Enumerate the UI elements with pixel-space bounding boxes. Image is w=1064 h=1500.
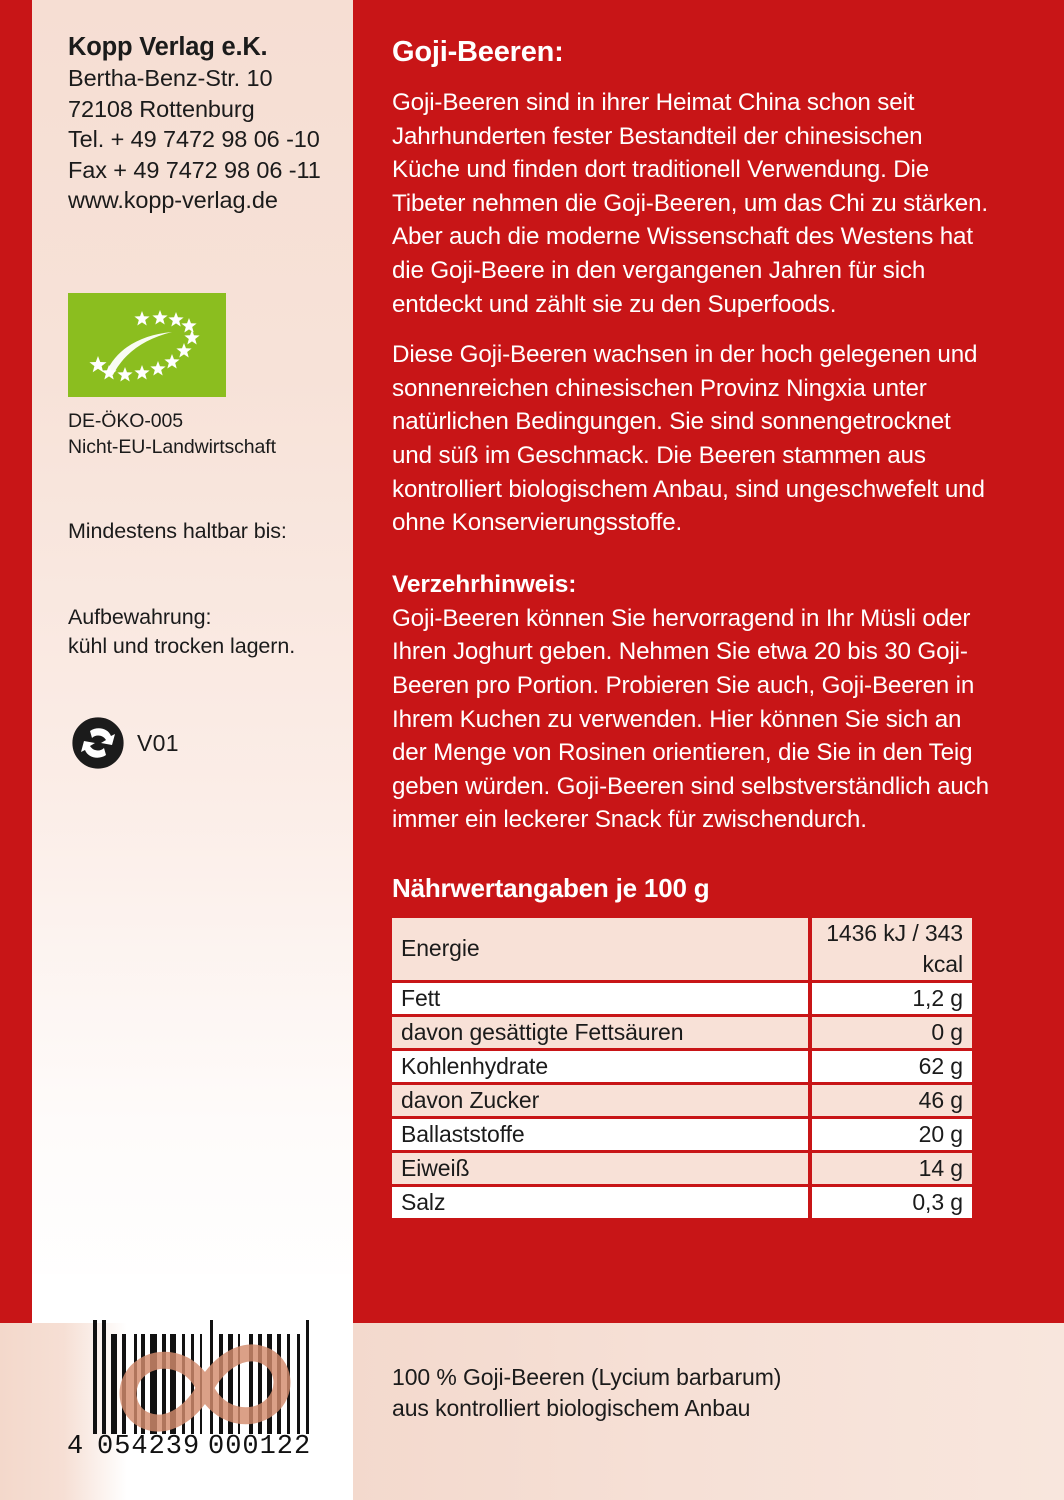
barcode-bar (291, 1334, 296, 1434)
barcode-bar (249, 1334, 253, 1434)
barcode-bar (254, 1334, 257, 1434)
nutrient-label: Eiweiß (392, 1153, 812, 1184)
barcode-bar (191, 1334, 194, 1434)
nutrient-value: 14 g (812, 1153, 972, 1184)
nutrient-label: Ballaststoffe (392, 1119, 812, 1150)
ingredients-line-1: 100 % Goji-Beeren (Lycium barbarum) (392, 1364, 782, 1390)
nutrient-label: davon gesättigte Fettsäuren (392, 1017, 812, 1048)
barcode-bar (203, 1320, 208, 1434)
barcode-bar (297, 1334, 300, 1434)
left-red-edge-stripe (0, 0, 32, 1323)
table-row (392, 1187, 972, 1218)
barcode-bar (127, 1334, 132, 1434)
barcode-right-group: 000122 (208, 1432, 312, 1462)
consumption-heading: Verzehrhinweis: (392, 570, 577, 598)
barcode-bar (241, 1334, 248, 1434)
barcode-left-group: 054239 (97, 1432, 201, 1462)
nutrient-value: 0,3 g (812, 1187, 972, 1218)
barcode-bar (210, 1320, 213, 1434)
barcode-bar (258, 1334, 262, 1434)
nutrient-label: Energie (392, 918, 812, 980)
barcode-bar (219, 1334, 223, 1434)
ean13-barcode (93, 1320, 315, 1434)
barcode-bar (98, 1320, 101, 1434)
nutrition-table (392, 915, 972, 1221)
eu-organic-leaf-icon (68, 293, 226, 397)
nutrient-value: 0 g (812, 1017, 972, 1048)
table-row (392, 983, 972, 1014)
barcode-bar (228, 1334, 233, 1434)
barcode-bar (146, 1334, 149, 1434)
company-name: Kopp Verlag e.K. (68, 33, 268, 61)
nutrient-value: 62 g (812, 1051, 972, 1082)
address-city: 72108 Rottenburg (68, 95, 255, 122)
best-before-label: Mindestens haltbar bis: (68, 519, 287, 543)
table-row (392, 1119, 972, 1150)
barcode-bar (301, 1320, 305, 1434)
ingredients-line-2: aus kontrolliert biologischem Anbau (392, 1395, 751, 1421)
barcode-block (61, 1314, 331, 1479)
barcode-bar (310, 1320, 314, 1434)
barcode-bar (111, 1334, 118, 1434)
table-row (392, 918, 972, 980)
address-street: Bertha-Benz-Str. 10 (68, 65, 273, 91)
barcode-bar (282, 1334, 286, 1434)
barcode-bar (182, 1334, 185, 1434)
nutrition-title: Nährwertangaben je 100 g (392, 872, 710, 903)
green-dot-block (72, 717, 179, 769)
barcode-digits (61, 1432, 331, 1466)
barcode-bar (234, 1334, 237, 1434)
barcode-bar (122, 1334, 126, 1434)
barcode-bar (214, 1320, 218, 1434)
barcode-bar (186, 1334, 190, 1434)
consumption-text: Goji-Beeren können Sie hervorragend in Ihr Müsli oder Ihren Joghurt geben. Nehmen Sie etwa 20 bis 30 Goji-Beeren pro Portion. Probieren Sie auch, Goji-Beeren in Ihrem Kuchen zu verwenden. Hier können Sie sich an der Menge von Rosinen orientieren, die Sie in den Teig geben würden. Goji-Beeren sind selbstverständlich auch immer ein leckerer Snack für zwischendurch. (392, 604, 989, 834)
table-row (392, 1017, 972, 1048)
barcode-bar (170, 1334, 175, 1434)
description-paragraph-1: Goji-Beeren sind in ihrer Heimat China schon seit Jahrhunderten fester Bestandteil der chinesischen Küche und finden dort traditionell Verwendung. Die Tibeter nehmen die Goji-Beeren, um das Chi zu stärken. Aber auch die moderne Wissenschaft des Westens hat die Goji-Beere in den vergangenen Jahren für sich entdeckt und zählt sie zu den Superfoods. (392, 89, 988, 318)
nutrient-label: Salz (392, 1187, 812, 1218)
barcode-bar (102, 1320, 106, 1434)
barcode-bar (277, 1334, 281, 1434)
nutrient-value: 46 g (812, 1085, 972, 1116)
storage-label: Aufbewahrung: (68, 605, 212, 629)
main-content (392, 0, 992, 1221)
table-row (392, 1051, 972, 1082)
storage-text: kühl und trocken lagern. (68, 634, 296, 658)
nutrient-value: 20 g (812, 1119, 972, 1150)
table-row (392, 1153, 972, 1184)
barcode-bar (167, 1334, 170, 1434)
barcode-bar (141, 1334, 145, 1434)
barcode-bar (134, 1334, 137, 1434)
storage-instructions (68, 603, 295, 661)
barcode-first-digit: 4 (67, 1432, 85, 1462)
barcode-bar (238, 1334, 241, 1434)
table-row (392, 1085, 972, 1116)
barcode-bar (195, 1334, 199, 1434)
barcode-bar (150, 1334, 157, 1434)
barcode-bar (263, 1334, 266, 1434)
barcode-bar (107, 1334, 110, 1434)
address-phone: Tel. + 49 7472 98 06 -10 (68, 126, 320, 152)
green-dot-code: V01 (137, 729, 179, 756)
nutrient-label: Fett (392, 983, 812, 1014)
barcode-bar (138, 1334, 141, 1434)
bio-origin: Nicht-EU-Landwirtschaft (68, 436, 276, 458)
nutrient-value: 1436 kJ / 343 kcal (812, 918, 972, 980)
barcode-bar (118, 1334, 121, 1434)
ingredients-text (392, 1362, 992, 1424)
bio-code: DE-ÖKO-005 (68, 410, 183, 432)
green-dot-recycling-icon (72, 717, 124, 769)
barcode-bar (177, 1334, 181, 1434)
nutrient-value: 1,2 g (812, 983, 972, 1014)
bio-certification-caption (68, 408, 358, 460)
nutrient-label: davon Zucker (392, 1085, 812, 1116)
description-paragraph-2: Diese Goji-Beeren wachsen in der hoch gelegenen und sonnenreichen chinesischen Provinz Ningxia unter natürlichen Bedingungen. Sie sind sonnengetrocknet und süß im Geschmack. Die Beeren stammen aus kontrolliert biologischem Anbau, sind ungeschwefelt und ohne Konservierungsstoffe. (392, 341, 985, 537)
barcode-bar (306, 1320, 309, 1434)
barcode-bar (158, 1334, 161, 1434)
address-website: www.kopp-verlag.de (68, 187, 278, 213)
barcode-bar (200, 1334, 203, 1434)
company-address-block (68, 32, 340, 216)
barcode-bar (273, 1334, 276, 1434)
page-title: Goji-Beeren: (392, 36, 564, 68)
barcode-bar (287, 1334, 290, 1434)
address-fax: Fax + 49 7472 98 06 -11 (68, 156, 321, 183)
nutrient-label: Kohlenhydrate (392, 1051, 812, 1082)
barcode-bar (267, 1334, 272, 1434)
barcode-bar (224, 1334, 227, 1434)
barcode-bar (162, 1334, 166, 1434)
barcode-bar (93, 1320, 97, 1434)
